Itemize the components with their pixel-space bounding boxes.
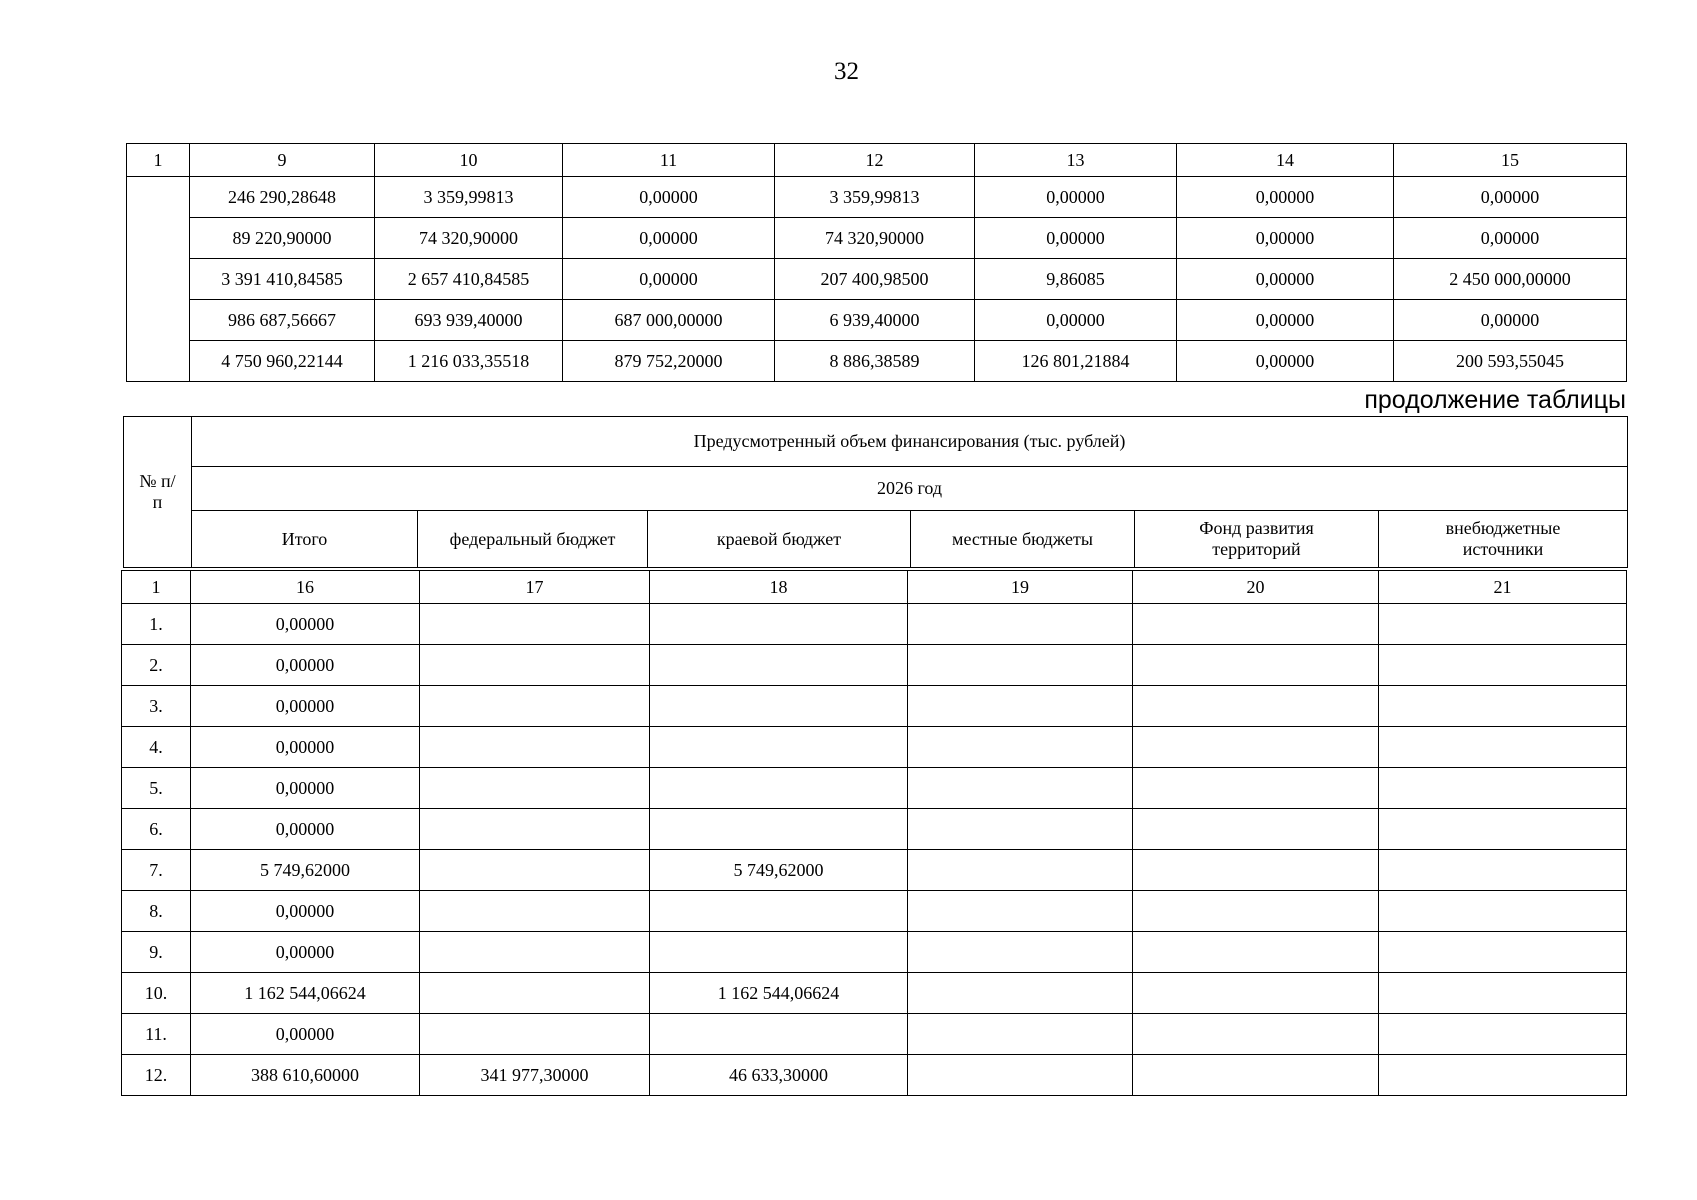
column-number: 17 [420, 571, 650, 604]
table-row [122, 973, 1627, 1014]
table-cell [420, 891, 650, 932]
table-cell: 0,00000 [1177, 177, 1394, 218]
table-cell: 0,00000 [191, 727, 420, 768]
table-cell [650, 686, 908, 727]
table-cell: 5 749,62000 [650, 850, 908, 891]
table-cell: 200 593,55045 [1394, 341, 1627, 382]
table-cell [650, 891, 908, 932]
year-header-row [124, 467, 1628, 511]
table-cell: 0,00000 [1394, 218, 1627, 259]
table-cell [908, 604, 1133, 645]
row-number: 10. [122, 973, 191, 1014]
table-cell [908, 686, 1133, 727]
top-table-header-row [127, 144, 1627, 177]
table-cell: 74 320,90000 [775, 218, 975, 259]
table-cell: 126 801,21884 [975, 341, 1177, 382]
column-number: 21 [1379, 571, 1627, 604]
table-cell [1133, 1055, 1379, 1096]
table-cell [420, 727, 650, 768]
table-cell: 0,00000 [191, 932, 420, 973]
table-cell: 1 216 033,35518 [375, 341, 563, 382]
table-cell: 4 750 960,22144 [190, 341, 375, 382]
column-number: 19 [908, 571, 1133, 604]
table-row [122, 891, 1627, 932]
table-cell: 0,00000 [975, 218, 1177, 259]
bottom-table-header-row [122, 571, 1627, 604]
table-cell: 0,00000 [1177, 341, 1394, 382]
table-cell: 0,00000 [563, 218, 775, 259]
table-cell: 0,00000 [975, 300, 1177, 341]
column-number: 1 [127, 144, 190, 177]
table-cell: 341 977,30000 [420, 1055, 650, 1096]
table-cell [650, 932, 908, 973]
row-number: 3. [122, 686, 191, 727]
table-cell [908, 645, 1133, 686]
table-cell [1133, 973, 1379, 1014]
continuation-label: продолжение таблицы [1364, 386, 1626, 414]
table-cell [908, 809, 1133, 850]
table-cell [1379, 850, 1627, 891]
bottom-table [121, 570, 1627, 1096]
table-cell [1379, 604, 1627, 645]
table-cell [908, 891, 1133, 932]
table-cell [650, 768, 908, 809]
table-cell [1133, 645, 1379, 686]
table-cell: 2 657 410,84585 [375, 259, 563, 300]
table-cell: 89 220,90000 [190, 218, 375, 259]
table-cell [908, 932, 1133, 973]
table-cell: 0,00000 [1394, 177, 1627, 218]
table-cell: 0,00000 [191, 645, 420, 686]
table-cell: 1 162 544,06624 [191, 973, 420, 1014]
table-cell [908, 1055, 1133, 1096]
table-cell: 0,00000 [191, 1014, 420, 1055]
table-row [122, 1014, 1627, 1055]
column-header-territory-fund: Фонд развития территорий [1135, 511, 1379, 568]
table-row [122, 686, 1627, 727]
column-number: 9 [190, 144, 375, 177]
table-cell: 2 450 000,00000 [1394, 259, 1627, 300]
table-row [122, 604, 1627, 645]
table-row [122, 768, 1627, 809]
table-cell [420, 932, 650, 973]
table-cell [1379, 1014, 1627, 1055]
table-cell [420, 768, 650, 809]
table-cell [1133, 850, 1379, 891]
column-number: 11 [563, 144, 775, 177]
table-cell: 9,86085 [975, 259, 1177, 300]
table-cell [1379, 1055, 1627, 1096]
table-row [122, 850, 1627, 891]
table-cell [908, 850, 1133, 891]
table-cell [420, 973, 650, 1014]
table-cell [908, 768, 1133, 809]
table-cell [1379, 645, 1627, 686]
table-cell: 693 939,40000 [375, 300, 563, 341]
table-cell: 0,00000 [1394, 300, 1627, 341]
table-row [122, 809, 1627, 850]
table-cell [1379, 727, 1627, 768]
table-cell [420, 850, 650, 891]
column-header-total: Итого [192, 511, 418, 568]
table-cell: 0,00000 [563, 259, 775, 300]
column-number: 16 [191, 571, 420, 604]
table-row [122, 932, 1627, 973]
row-number-header: № п/п [124, 417, 192, 568]
table-cell [1379, 973, 1627, 1014]
row-number: 2. [122, 645, 191, 686]
table-cell: 3 359,99813 [775, 177, 975, 218]
table-cell: 3 359,99813 [375, 177, 563, 218]
table-cell [908, 727, 1133, 768]
funding-volume-header: Предусмотренный объем финансирования (тыс. рублей) [192, 417, 1628, 467]
table-cell [650, 809, 908, 850]
row-number: 4. [122, 727, 191, 768]
table-row [127, 300, 1627, 341]
table-cell [1379, 809, 1627, 850]
table-cell [1379, 686, 1627, 727]
table-cell: 0,00000 [1177, 218, 1394, 259]
table-row [122, 645, 1627, 686]
table-row [127, 341, 1627, 382]
table-row [127, 259, 1627, 300]
table-cell: 246 290,28648 [190, 177, 375, 218]
table-cell: 8 886,38589 [775, 341, 975, 382]
column-number: 1 [122, 571, 191, 604]
table-cell: 0,00000 [975, 177, 1177, 218]
column-header-local: местные бюджеты [911, 511, 1135, 568]
table-cell: 0,00000 [191, 809, 420, 850]
table-cell: 0,00000 [1177, 259, 1394, 300]
table-cell: 0,00000 [563, 177, 775, 218]
row-number: 12. [122, 1055, 191, 1096]
table-cell [1379, 768, 1627, 809]
table-cell [1133, 604, 1379, 645]
table-cell [650, 1014, 908, 1055]
top-table [126, 143, 1627, 382]
table-cell [1133, 891, 1379, 932]
table-cell: 5 749,62000 [191, 850, 420, 891]
row-number-cell [127, 177, 190, 382]
table-cell [420, 1014, 650, 1055]
year-header: 2026 год [192, 467, 1628, 511]
table-cell [1379, 932, 1627, 973]
page-number: 32 [834, 58, 859, 85]
table-cell [650, 645, 908, 686]
row-number: 7. [122, 850, 191, 891]
table-cell [1133, 1014, 1379, 1055]
table-cell [1133, 727, 1379, 768]
column-number: 10 [375, 144, 563, 177]
table-row [127, 177, 1627, 218]
column-header-federal: федеральный бюджет [418, 511, 648, 568]
table-cell [420, 645, 650, 686]
table-row [122, 1055, 1627, 1096]
table-cell: 0,00000 [1177, 300, 1394, 341]
table-cell: 986 687,56667 [190, 300, 375, 341]
row-number: 11. [122, 1014, 191, 1055]
table-cell [650, 727, 908, 768]
table-cell [1379, 891, 1627, 932]
table-cell [908, 973, 1133, 1014]
table-cell: 207 400,98500 [775, 259, 975, 300]
table-cell: 0,00000 [191, 604, 420, 645]
funding-header-row [124, 417, 1628, 467]
funding-header-table [123, 416, 1628, 568]
row-number: 1. [122, 604, 191, 645]
column-header-extrabudgetary: внебюджетные источники [1379, 511, 1628, 568]
table-cell: 687 000,00000 [563, 300, 775, 341]
table-cell: 6 939,40000 [775, 300, 975, 341]
table-cell [650, 604, 908, 645]
table-cell: 388 610,60000 [191, 1055, 420, 1096]
column-number: 20 [1133, 571, 1379, 604]
table-cell [908, 1014, 1133, 1055]
table-cell [1133, 768, 1379, 809]
column-number: 12 [775, 144, 975, 177]
row-number: 9. [122, 932, 191, 973]
column-number: 18 [650, 571, 908, 604]
table-row [122, 727, 1627, 768]
table-cell: 0,00000 [191, 768, 420, 809]
table-row [127, 218, 1627, 259]
table-cell [420, 809, 650, 850]
column-header-regional: краевой бюджет [648, 511, 911, 568]
column-number: 14 [1177, 144, 1394, 177]
table-cell [1133, 932, 1379, 973]
table-cell [420, 604, 650, 645]
row-number: 5. [122, 768, 191, 809]
columns-header-row [124, 511, 1628, 568]
row-number: 6. [122, 809, 191, 850]
table-cell [420, 686, 650, 727]
table-cell: 46 633,30000 [650, 1055, 908, 1096]
table-cell: 879 752,20000 [563, 341, 775, 382]
table-cell [1133, 809, 1379, 850]
table-cell: 0,00000 [191, 891, 420, 932]
column-number: 13 [975, 144, 1177, 177]
table-cell: 3 391 410,84585 [190, 259, 375, 300]
table-cell: 74 320,90000 [375, 218, 563, 259]
row-number: 8. [122, 891, 191, 932]
column-number: 15 [1394, 144, 1627, 177]
table-cell [1133, 686, 1379, 727]
table-cell: 1 162 544,06624 [650, 973, 908, 1014]
table-cell: 0,00000 [191, 686, 420, 727]
